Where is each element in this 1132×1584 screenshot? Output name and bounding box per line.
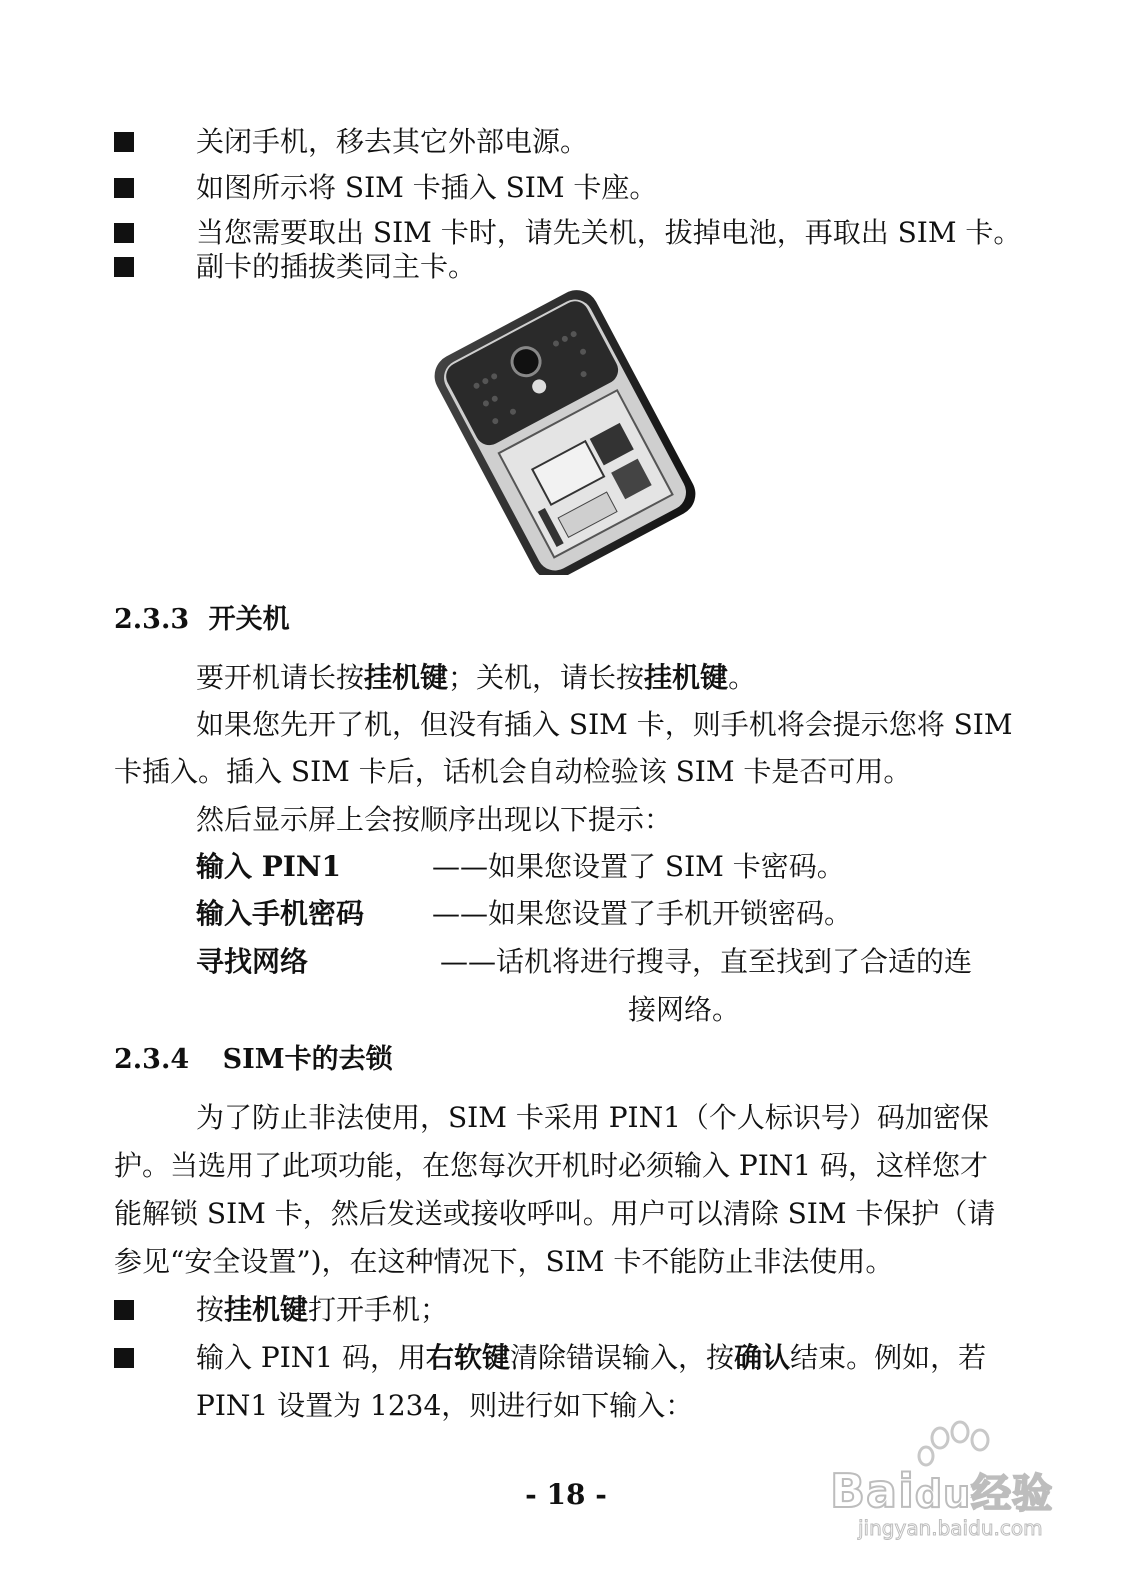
prompt-label: 输入 PIN1 bbox=[196, 850, 341, 883]
text: 要开机请长按 bbox=[196, 661, 365, 694]
key-name: 挂机键 bbox=[644, 661, 729, 694]
bullet-square bbox=[114, 257, 134, 277]
paragraph-line: 参见“安全设置”)，在这种情况下，SIM 卡不能防止非法使用。 bbox=[114, 1245, 894, 1278]
paragraph-line: 护。当选用了此项功能，在您每次开机时必须输入 PIN1 码，这样您才 bbox=[114, 1149, 989, 1182]
phone-sim-illustration bbox=[420, 290, 710, 575]
bullet-square bbox=[114, 132, 134, 152]
bullet-square bbox=[114, 1300, 134, 1320]
section-heading bbox=[114, 600, 290, 640]
page-number: - 18 - bbox=[525, 1478, 607, 1511]
text: 结束。例如，若 bbox=[790, 1341, 987, 1374]
text: 。 bbox=[728, 661, 757, 694]
prompt-desc: ——如果您设置了手机开锁密码。 bbox=[432, 897, 853, 930]
prompt-label: 寻找网络 bbox=[196, 945, 309, 978]
bullet-text-cont: PIN1 设置为 1234，则进行如下输入： bbox=[196, 1389, 694, 1422]
paragraph-line: 然后显示屏上会按顺序出现以下提示： bbox=[196, 803, 673, 836]
text: 按 bbox=[196, 1293, 225, 1326]
watermark-url: jingyan.baidu.com bbox=[858, 1516, 1043, 1540]
bullet-text: 如图所示将 SIM 卡插入 SIM 卡座。 bbox=[196, 171, 658, 204]
bullet-square bbox=[114, 1348, 134, 1368]
prompt-desc: ——话机将进行搜寻，直至找到了合适的连 bbox=[440, 945, 973, 978]
watermark-brand-du: du bbox=[914, 1472, 972, 1516]
section-title: SIM卡的去锁 bbox=[222, 1044, 393, 1075]
watermark-brand-bai: Bai bbox=[830, 1464, 915, 1518]
bullet-text: 关闭手机，移去其它外部电源。 bbox=[196, 125, 589, 158]
prompt-desc-cont: 接网络。 bbox=[628, 993, 741, 1026]
bullet-text bbox=[196, 1338, 986, 1378]
section-heading bbox=[114, 1040, 393, 1080]
paragraph-line: 能解锁 SIM 卡，然后发送或接收呼叫。用户可以清除 SIM 卡保护（请 bbox=[114, 1197, 996, 1230]
prompt-desc: ——如果您设置了 SIM 卡密码。 bbox=[432, 850, 845, 883]
section-number: 2.3.3 bbox=[114, 604, 190, 635]
key-name: 挂机键 bbox=[224, 1293, 309, 1326]
bullet-text bbox=[196, 1290, 448, 1330]
bullet-square bbox=[114, 178, 134, 198]
text: 清除错误输入，按 bbox=[510, 1341, 735, 1374]
bullet-square bbox=[114, 223, 134, 243]
paragraph-line: 卡插入。插入 SIM 卡后，话机会自动检验该 SIM 卡是否可用。 bbox=[114, 755, 912, 788]
section-number: 2.3.4 bbox=[114, 1044, 190, 1075]
key-name: 右软键 bbox=[426, 1341, 511, 1374]
section-title: 开关机 bbox=[208, 604, 290, 635]
bullet-text: 当您需要取出 SIM 卡时，请先关机，拔掉电池，再取出 SIM 卡。 bbox=[196, 216, 1022, 249]
prompt-label: 输入手机密码 bbox=[196, 897, 365, 930]
key-name: 挂机键 bbox=[364, 661, 449, 694]
paragraph-line: 如果您先开了机，但没有插入 SIM 卡，则手机将会提示您将 SIM bbox=[196, 708, 1013, 741]
text: ；关机，请长按 bbox=[448, 661, 645, 694]
text: 打开手机； bbox=[308, 1293, 449, 1326]
key-name: 确认 bbox=[734, 1341, 791, 1374]
text: 输入 PIN1 码，用 bbox=[196, 1341, 427, 1374]
paragraph bbox=[196, 658, 756, 698]
bullet-text: 副卡的插拔类同主卡。 bbox=[196, 250, 477, 283]
watermark-cn: 经验 bbox=[971, 1471, 1054, 1517]
paragraph-line: 为了防止非法使用，SIM 卡采用 PIN1（个人标识号）码加密保 bbox=[196, 1101, 989, 1134]
